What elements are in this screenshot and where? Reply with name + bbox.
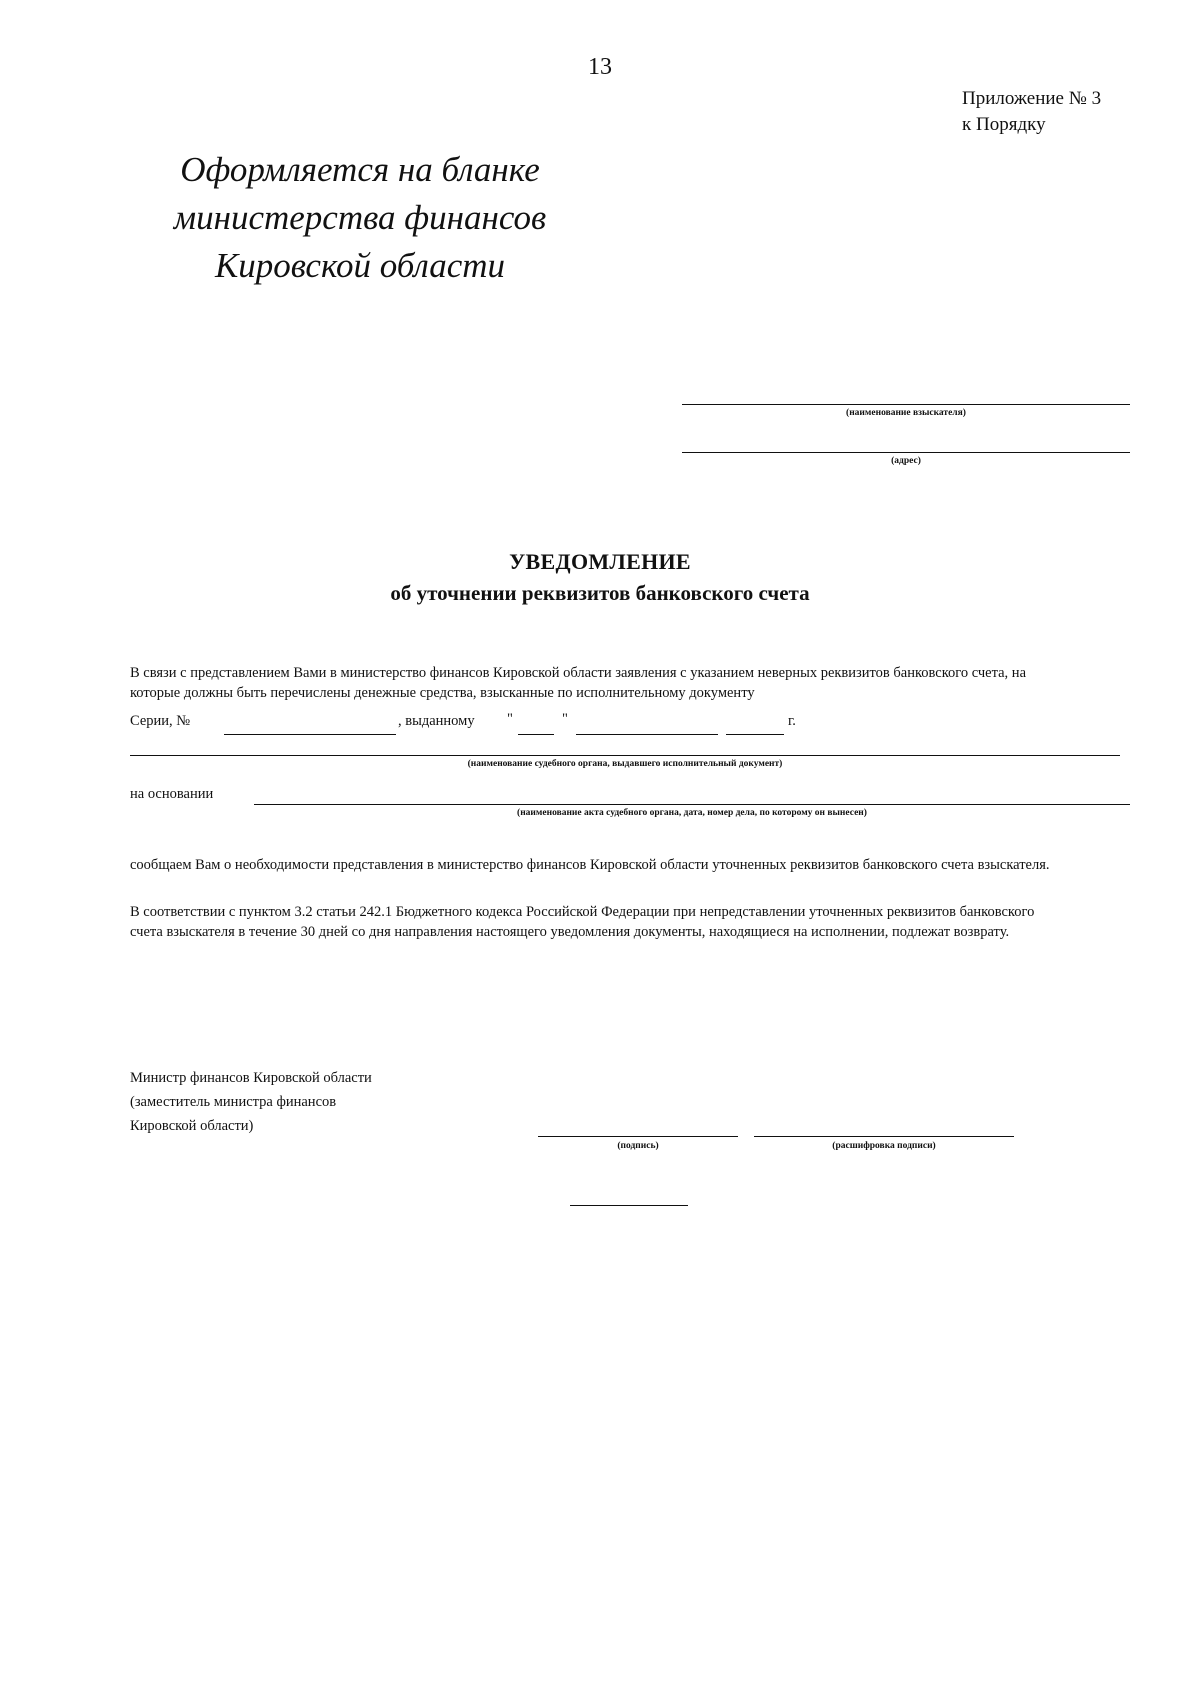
- signature-caption: (подпись): [617, 1141, 659, 1151]
- letterhead-line: Оформляется на бланке: [180, 150, 540, 189]
- recipient-name-caption: (наименование взыскателя): [846, 408, 966, 418]
- page-number: 13: [588, 54, 612, 80]
- recipient-name-line: [682, 404, 1130, 405]
- signature-line: [538, 1136, 738, 1137]
- signatory-line: Кировской области): [130, 1118, 254, 1134]
- document-title: УВЕДОМЛЕНИЕ: [509, 549, 691, 574]
- inform-paragraph: сообщаем Вам о необходимости представления в министерство финансов Кировской области уточненных реквизитов банковского счета взыскателя.: [130, 857, 1050, 873]
- signatory-line: (заместитель министра финансов: [130, 1094, 337, 1110]
- issue-day-field: [518, 734, 554, 735]
- appendix-line: к Порядку: [962, 114, 1046, 135]
- quote-open: ": [507, 711, 513, 727]
- signatory-block: [130, 1066, 372, 1138]
- letterhead-line: Кировской области: [214, 246, 506, 285]
- signature-decode-caption: (расшифровка подписи): [832, 1141, 936, 1151]
- issue-year-field: [726, 734, 784, 735]
- appendix-line: Приложение № 3: [962, 88, 1102, 109]
- intro-line: которые должны быть перечислены денежные средства, взысканные по исполнительному документу: [130, 685, 755, 701]
- quote-close: ": [562, 711, 568, 727]
- law-paragraph: [130, 902, 1140, 942]
- intro-paragraph: [130, 663, 1140, 703]
- signature-decode-line: [754, 1136, 1014, 1137]
- basis-line: [254, 804, 1130, 805]
- document-subtitle: об уточнении реквизитов банковского счета: [390, 581, 810, 605]
- basis-caption: (наименование акта судебного органа, дата, номер дела, по которому он вынесен): [517, 808, 867, 818]
- law-line: счета взыскателя в течение 30 дней со дня направления настоящего уведомления документы, находящиеся на исполнении, подлежат возврату.: [130, 924, 1010, 940]
- court-name-caption: (наименование судебного органа, выдавшего исполнительный документ): [467, 759, 783, 769]
- recipient-address-line: [682, 452, 1130, 453]
- appendix-reference: [962, 86, 1101, 138]
- issued-label: , выданному: [398, 713, 475, 729]
- year-suffix: г.: [788, 713, 796, 729]
- letterhead-note: [140, 146, 580, 290]
- recipient-address-caption: (адрес): [891, 456, 921, 466]
- issue-month-field: [576, 734, 718, 735]
- court-name-line: [130, 755, 1120, 756]
- series-label: Серии, №: [130, 713, 191, 729]
- signatory-line: Министр финансов Кировской области: [130, 1070, 372, 1086]
- letterhead-line: министерства финансов: [173, 198, 547, 237]
- end-separator: [570, 1205, 688, 1206]
- law-line: В соответствии с пунктом 3.2 статьи 242.1 Бюджетного кодекса Российской Федерации при непредставлении уточненных реквизитов банковского: [130, 904, 1035, 920]
- intro-line: В связи с представлением Вами в министерство финансов Кировской области заявления с указанием неверных реквизитов банковского счета, на: [130, 665, 1027, 681]
- series-number-field: [224, 734, 396, 735]
- basis-label: на основании: [130, 786, 214, 802]
